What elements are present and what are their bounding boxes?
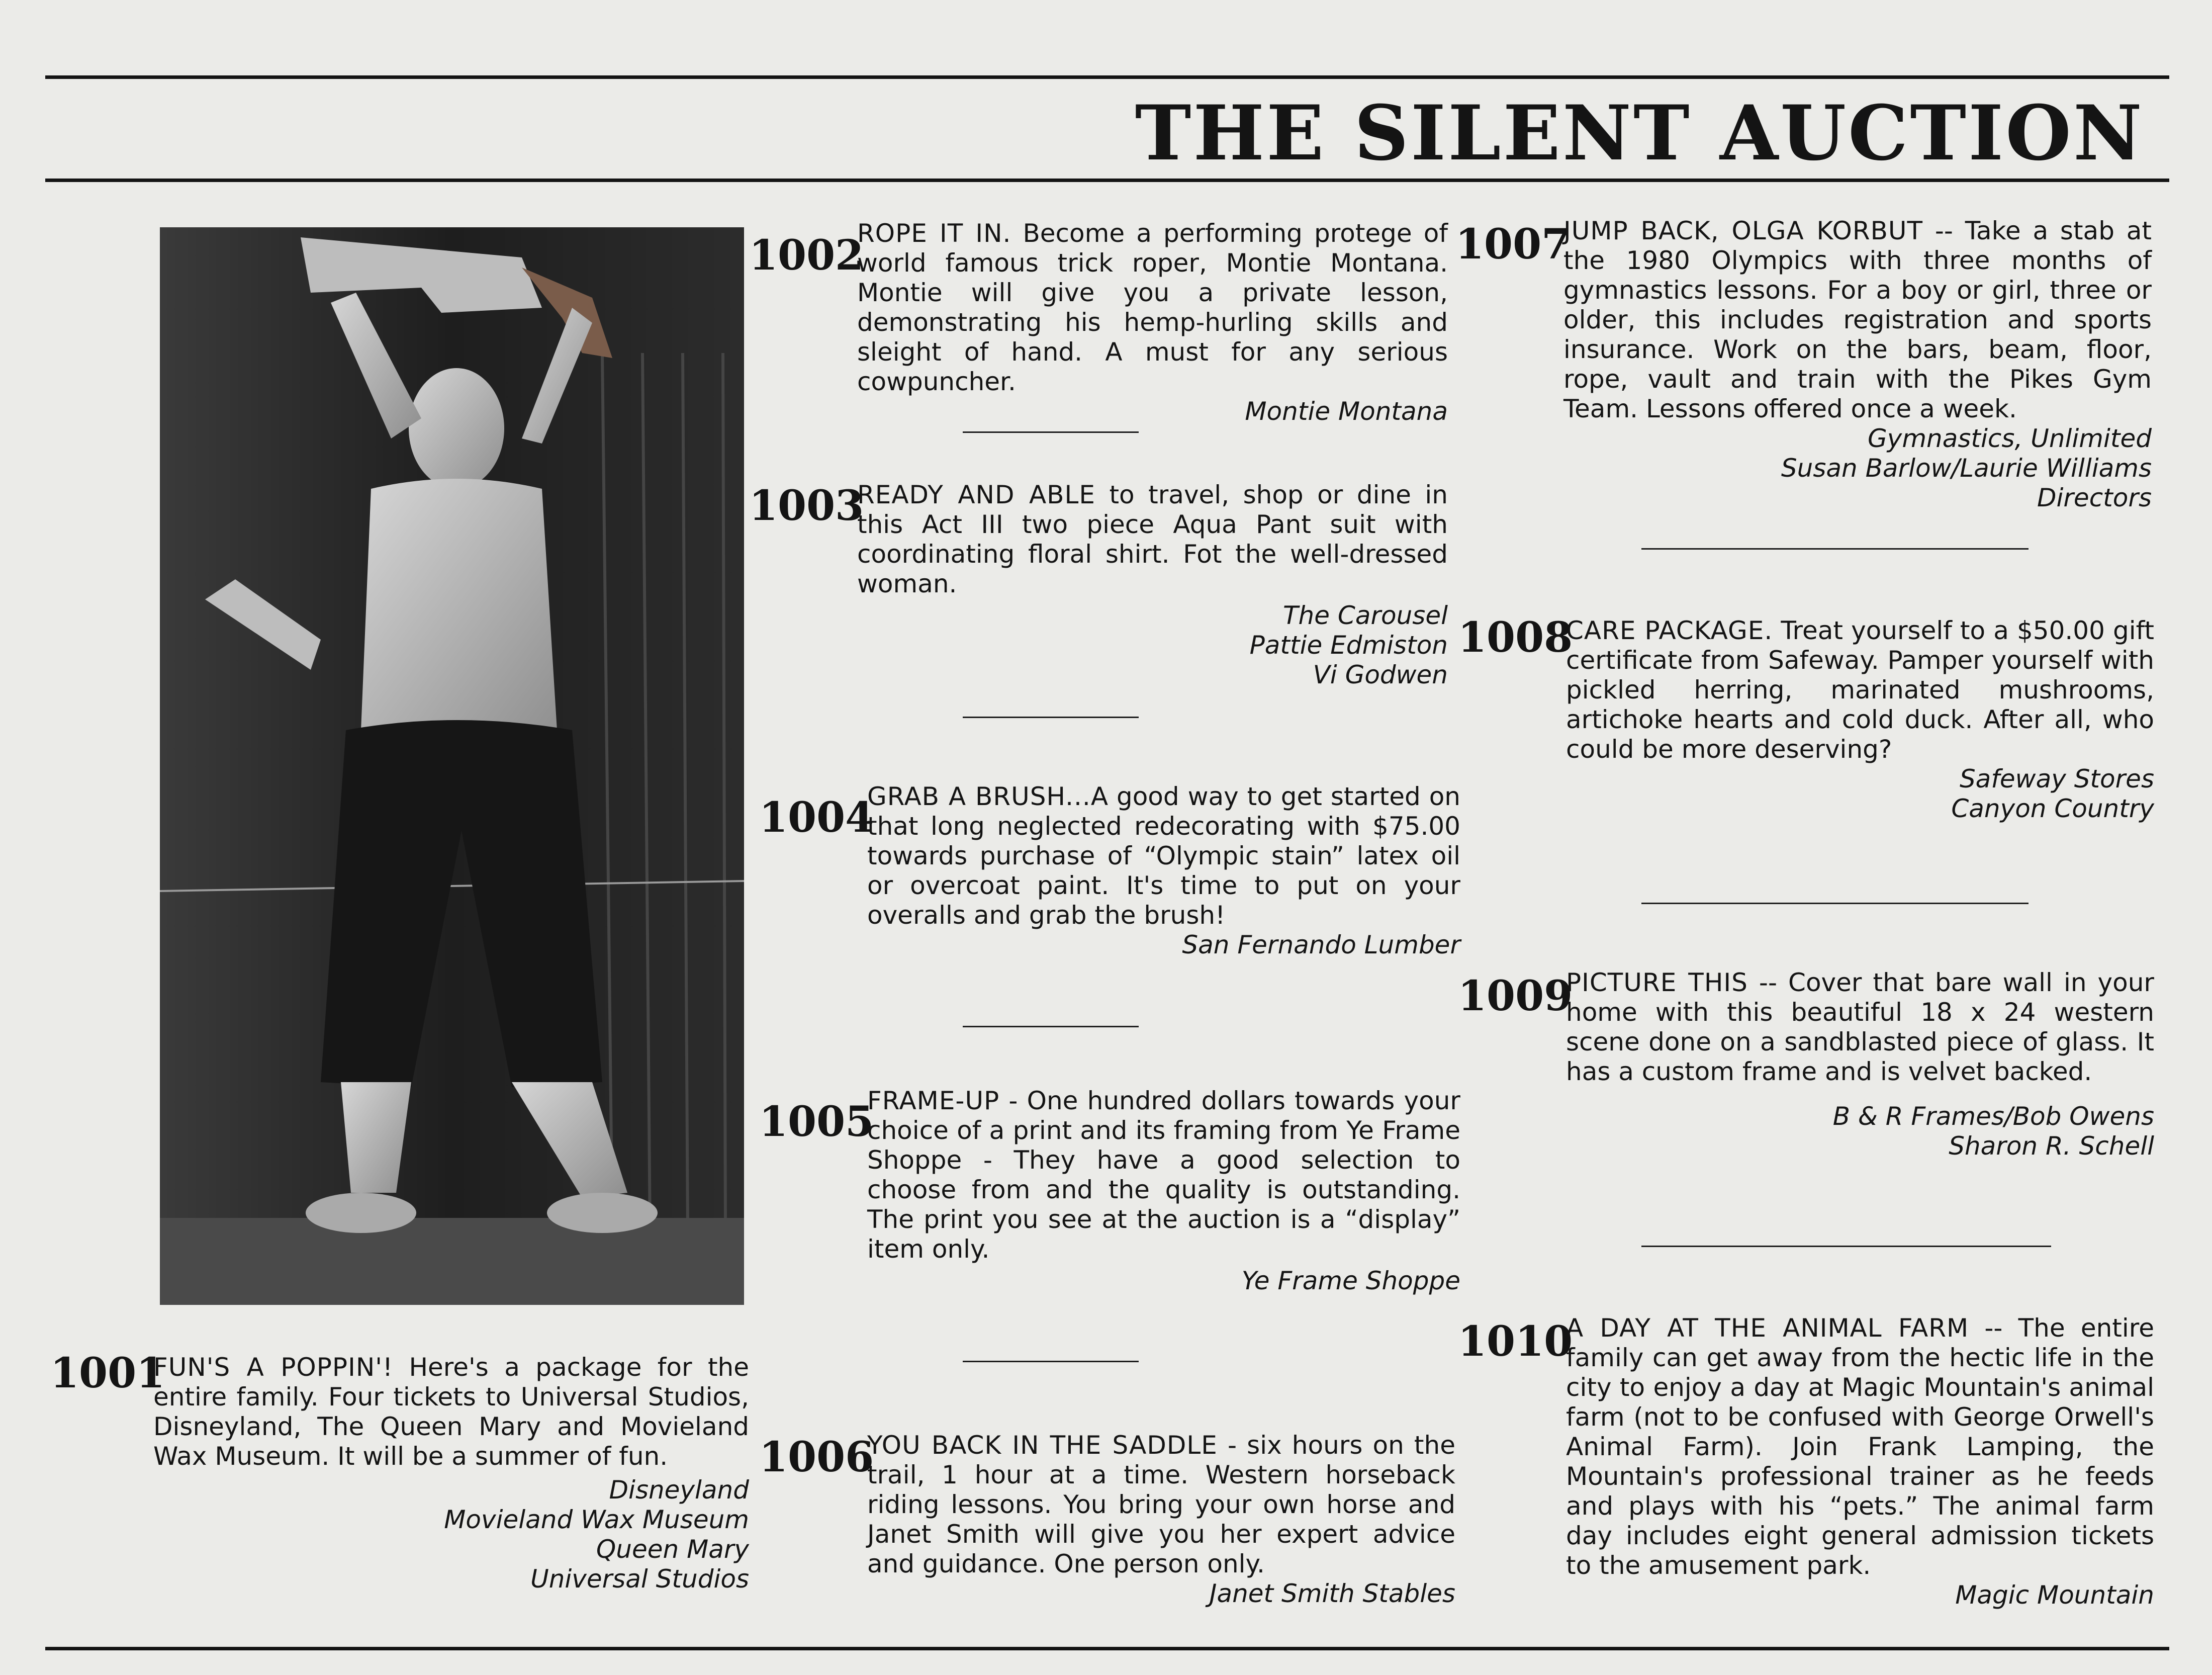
auction-item-1001 — [50, 1349, 750, 1594]
item-text: A good way to get started on that long neglected redecorating with $75.00 towards purchase of “Olympic stain” latex oil or overcoat paint. It's time to put on your overalls and grab the brush! — [867, 782, 1460, 930]
item-lead: YOU BACK IN THE SADDLE — [867, 1431, 1218, 1460]
item-description — [1566, 1313, 2154, 1580]
donor-list — [867, 930, 1460, 960]
donor: Montie Montana — [1245, 397, 1448, 426]
lot-number: 1010 — [1458, 1317, 1573, 1366]
separator — [1641, 548, 2029, 550]
item-lead: GRAB A BRUSH... — [867, 782, 1091, 811]
donor: Pattie Edmiston — [1249, 631, 1448, 660]
donor: Susan Barlow/Laurie Williams — [1781, 454, 2152, 483]
item-lead: CARE PACKAGE. — [1566, 616, 1773, 645]
item-lead: PICTURE THIS — [1566, 968, 1748, 997]
lot-number: 1001 — [50, 1349, 165, 1397]
item-description — [153, 1353, 749, 1471]
item-description — [867, 1431, 1455, 1579]
auction-item-1009 — [1458, 968, 2154, 1161]
separator — [963, 717, 1139, 718]
donor: Magic Mountain — [1955, 1580, 2154, 1610]
donor: Queen Mary — [596, 1535, 749, 1564]
lot-number: 1006 — [759, 1433, 874, 1481]
donor-list — [1563, 424, 2152, 513]
top-rule — [45, 75, 2169, 79]
donor-list — [857, 397, 1448, 426]
lot-number: 1003 — [749, 482, 864, 530]
item-text: - six hours on the trail, 1 hour at a time. Western horseback riding lessons. You bring your own horse and Janet Smith will give you her expert advice and guidance. One person only. — [867, 1431, 1455, 1578]
photo-wrestler-illustration — [160, 227, 744, 1305]
donor-list — [867, 1266, 1460, 1296]
auction-item-1002 — [749, 219, 1448, 426]
item-description — [867, 782, 1460, 930]
donor: Safeway Stores — [1959, 764, 2154, 794]
title-underline-rule — [45, 179, 2169, 182]
donor-list — [857, 601, 1448, 690]
item-text: -- Take a stab at the 1980 Olympics with three months of gymnastics lessons. For a boy or girl, three or older, this includes registration and sports insurance. Work on the bars, beam, floor, rope, vault and train with the Pikes Gym Team. Lessons offered once a week. — [1563, 216, 2152, 423]
donor-list — [1566, 1580, 2154, 1610]
item-description — [1566, 616, 2154, 764]
item-description — [857, 219, 1448, 397]
separator — [1641, 903, 2029, 904]
separator — [963, 431, 1139, 433]
item-text: Here's a package for the entire family. Four tickets to Universal Studios, Disneyland, The Queen Mary and Movieland Wax Museum. It will be a summer of fun. — [153, 1353, 750, 1471]
item-lead: READY AND ABLE — [857, 480, 1095, 509]
item-description — [1566, 968, 2154, 1087]
item-lead: ROPE IT IN. — [857, 219, 1011, 248]
separator — [1641, 1246, 2051, 1247]
item-text: -- The entire family can get away from the hectic life in the city to enjoy a day at Magic Mountain's animal farm (not to be confused with George Orwell's Animal Farm). Join Frank Lamping, the Mountain's professional trainer as he feeds and plays with his “pets.” The animal farm day includes eight general admission tickets to the amusement park. — [1566, 1313, 2154, 1580]
separator — [963, 1026, 1139, 1027]
page-title: THE SILENT AUCTION — [1135, 89, 2144, 178]
bottom-rule — [45, 1647, 2169, 1650]
donor: Sharon R. Schell — [1949, 1131, 2154, 1161]
auction-item-1003 — [749, 480, 1448, 690]
item-text: -- Cover that bare wall in your home with this beautiful 18 x 24 western scene done on a sandblasted piece of glass. It has a custom frame and is velvet backed. — [1566, 968, 2154, 1086]
item-description — [1563, 216, 2152, 424]
auction-item-1004 — [759, 782, 1460, 960]
item-text: to travel, shop or dine in this Act III two piece Aqua Pant suit with coordinating floral shirt. Fot the well-dressed woman. — [857, 480, 1448, 598]
donor-list — [867, 1579, 1455, 1609]
donor-list — [1566, 1102, 2154, 1161]
donor: Gymnastics, Unlimited — [1867, 424, 2152, 453]
donor: The Carousel — [1283, 601, 1448, 630]
donor: Disneyland — [609, 1475, 749, 1505]
donor-list — [153, 1475, 749, 1594]
lot-number: 1007 — [1455, 220, 1571, 269]
item-text: Become a performing protege of world famous trick roper, Montie Montana. Montie will give you a private lesson, demonstrating his hemp-hurling skills and sleight of hand. A must for any serious cowpuncher. — [857, 219, 1448, 396]
lot-number: 1009 — [1458, 972, 1573, 1020]
donor: Vi Godwen — [1313, 660, 1448, 689]
item-description — [867, 1086, 1460, 1264]
auction-item-1006 — [759, 1431, 1455, 1609]
item-lead: FUN'S A POPPIN'! — [153, 1353, 394, 1382]
donor: Universal Studios — [530, 1564, 749, 1594]
item-text: Treat yourself to a $50.00 gift certificate from Safeway. Pamper yourself with pickled herring, marinated mushrooms, artichoke hearts and cold duck. After all, who could be more deserving? — [1566, 616, 2154, 764]
lot-number: 1002 — [749, 231, 864, 280]
wrestler-photo — [160, 227, 744, 1305]
lot-number: 1005 — [759, 1098, 874, 1146]
auction-item-1005 — [759, 1086, 1460, 1296]
auction-item-1010 — [1458, 1313, 2154, 1610]
item-lead: JUMP BACK, OLGA KORBUT — [1563, 216, 1923, 245]
donor: Canyon Country — [1951, 794, 2154, 823]
separator — [963, 1361, 1139, 1362]
donor: San Fernando Lumber — [1182, 930, 1460, 959]
lot-number: 1004 — [759, 794, 874, 842]
item-text: - One hundred dollars towards your choice of a print and its framing from Ye Frame Shoppe - They have a good selection to choose from and the quality is outstanding. The print you see at the auction is a “display” item only. — [867, 1086, 1460, 1264]
donor: Janet Smith Stables — [1209, 1579, 1455, 1608]
item-description — [857, 480, 1448, 599]
auction-item-1007 — [1455, 216, 2152, 513]
item-lead: FRAME-UP — [867, 1086, 1000, 1115]
donor: B & R Frames/Bob Owens — [1832, 1102, 2154, 1131]
item-lead: A DAY AT THE ANIMAL FARM — [1566, 1313, 1969, 1343]
lot-number: 1008 — [1458, 613, 1573, 662]
auction-item-1008 — [1458, 613, 2154, 824]
donor-list — [1566, 764, 2154, 824]
donor: Directors — [2037, 483, 2152, 512]
donor: Ye Frame Shoppe — [1241, 1266, 1460, 1295]
donor: Movieland Wax Museum — [444, 1505, 749, 1534]
